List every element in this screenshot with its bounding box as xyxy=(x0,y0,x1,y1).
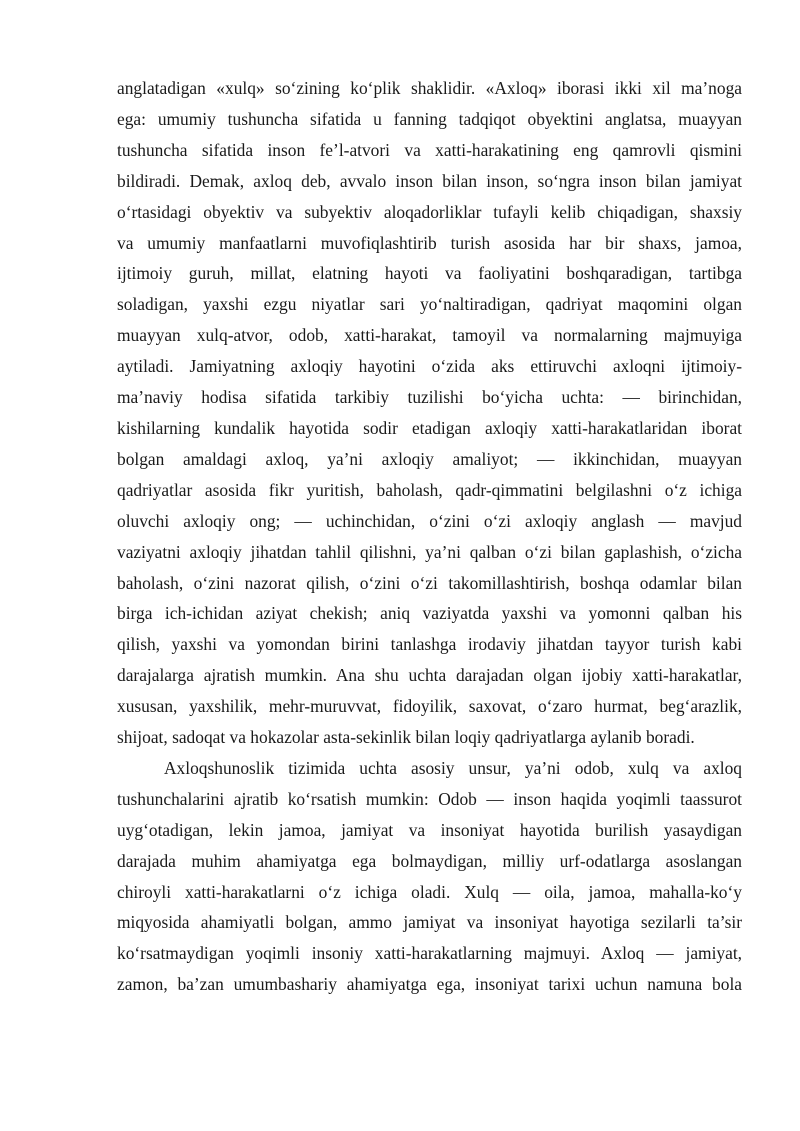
text-line: miqyosida ahamiyatli bolgan, ammo jamiyat va insoniyat hayotiga sezilarli ta’sir xyxy=(117,912,742,933)
text-line: qadriyatlar asosida fikr yuritish, baholash, qadr-qimmatini belgilashni o‘z ichiga xyxy=(117,479,742,500)
text-line: xususan, yaxshilik, mehr-muruvvat, fidoyilik, saxovat, o‘zaro hurmat, beg‘arazlik, xyxy=(117,696,742,717)
body-text xyxy=(117,73,742,1000)
text-line: darajalarga ajratish mumkin. Ana shu uchta darajadan olgan ijobiy xatti-harakatlar, xyxy=(117,665,742,686)
text-line: vaziyatni axloqiy jihatdan tahlil qilishni, ya’ni qalban o‘zi bilan gaplashish, o‘zicha xyxy=(117,541,742,562)
text-line: anglatadigan «xulq» so‘zining ko‘plik shaklidir. «Axloq» iborasi ikki xil ma’noga xyxy=(117,78,742,98)
text-line: bolgan amaldagi axloq, ya’ni axloqiy amaliyot; — ikkinchidan, muayyan xyxy=(117,448,742,469)
text-line: kishilarning kundalik hayotida sodir etadigan axloqiy xatti-harakatlaridan iborat xyxy=(117,417,742,438)
text-line: Axloqshunoslik tizimida uchta asosiy unsur, ya’ni odob, xulq va axloq xyxy=(164,757,742,778)
text-line: uyg‘otadigan, lekin jamoa, jamiyat va insoniyat hayotida burilish yasaydigan xyxy=(117,819,742,840)
text-line: birga ich-ichidan aziyat chekish; aniq vaziyatda yaxshi va yomonni qalban his xyxy=(117,603,742,624)
text-line: ma’naviy hodisa sifatida tarkibiy tuzilishi bo‘yicha uchta: — birinchidan, xyxy=(117,387,742,408)
text-line: aytiladi. Jamiyatning axloqiy hayotini o‘zida aks ettiruvchi axloqni ijtimoiy- xyxy=(117,356,742,377)
text-line: tushunchalarini ajratib ko‘rsatish mumkin: Odob — inson haqida yoqimli taassurot xyxy=(117,788,742,809)
paragraph-2 xyxy=(117,753,742,1000)
text-line: muayyan xulq-atvor, odob, xatti-harakat, tamoyil va normalarning majmuyiga xyxy=(117,325,742,346)
text-line: chiroyli xatti-harakatlarni o‘z ichiga oladi. Xulq — oila, jamoa, mahalla-ko‘y xyxy=(117,881,742,902)
text-line: ko‘rsatmaydigan yoqimli insoniy xatti-harakatlarning majmuyi. Axloq — jamiyat, xyxy=(117,943,742,964)
text-line: ega: umumiy tushuncha sifatida u fanning tadqiqot obyektini anglatsa, muayyan xyxy=(117,108,742,129)
text-line: tushuncha sifatida inson fe’l-atvori va xatti-harakatining eng qamrovli qismini xyxy=(117,139,742,160)
text-line: oluvchi axloqiy ong; — uchinchidan, o‘zini o‘zi axloqiy anglash — mavjud xyxy=(117,510,742,531)
text-line: qilish, yaxshi va yomondan birini tanlashga irodaviy jihatdan tayyor turish kabi xyxy=(117,634,742,655)
text-line: zamon, ba’zan umumbashariy ahamiyatga ega, insoniyat tarixi uchun namuna bola xyxy=(117,974,742,995)
text-line: soladigan, yaxshi ezgu niyatlar sari yo‘naltiradigan, qadriyat maqomini olgan xyxy=(117,294,742,315)
text-line: bildiradi. Demak, axloq deb, avvalo inson bilan inson, so‘ngra inson bilan jamiyat xyxy=(117,170,742,191)
text-line: va umumiy manfaatlarni muvofiqlashtirib turish asosida har bir shaxs, jamoa, xyxy=(117,232,742,253)
text-line: shijoat, sadoqat va hokazolar asta-sekinlik bilan loqiy qadriyatlarga aylanib boradi. xyxy=(117,727,695,748)
text-line: o‘rtasidagi obyektiv va subyektiv aloqadorliklar tufayli kelib chiqadigan, shaxsiy xyxy=(117,201,742,222)
text-line: darajada muhim ahamiyatga ega bolmaydigan, milliy urf-odatlarga asoslangan xyxy=(117,850,742,871)
text-line: ijtimoiy guruh, millat, elatning hayoti va faoliyatini boshqaradigan, tartibga xyxy=(117,263,742,284)
paragraph-1 xyxy=(117,73,742,753)
text-line: baholash, o‘zini nazorat qilish, o‘zini o‘zi takomillashtirish, boshqa odamlar bilan xyxy=(117,572,742,593)
